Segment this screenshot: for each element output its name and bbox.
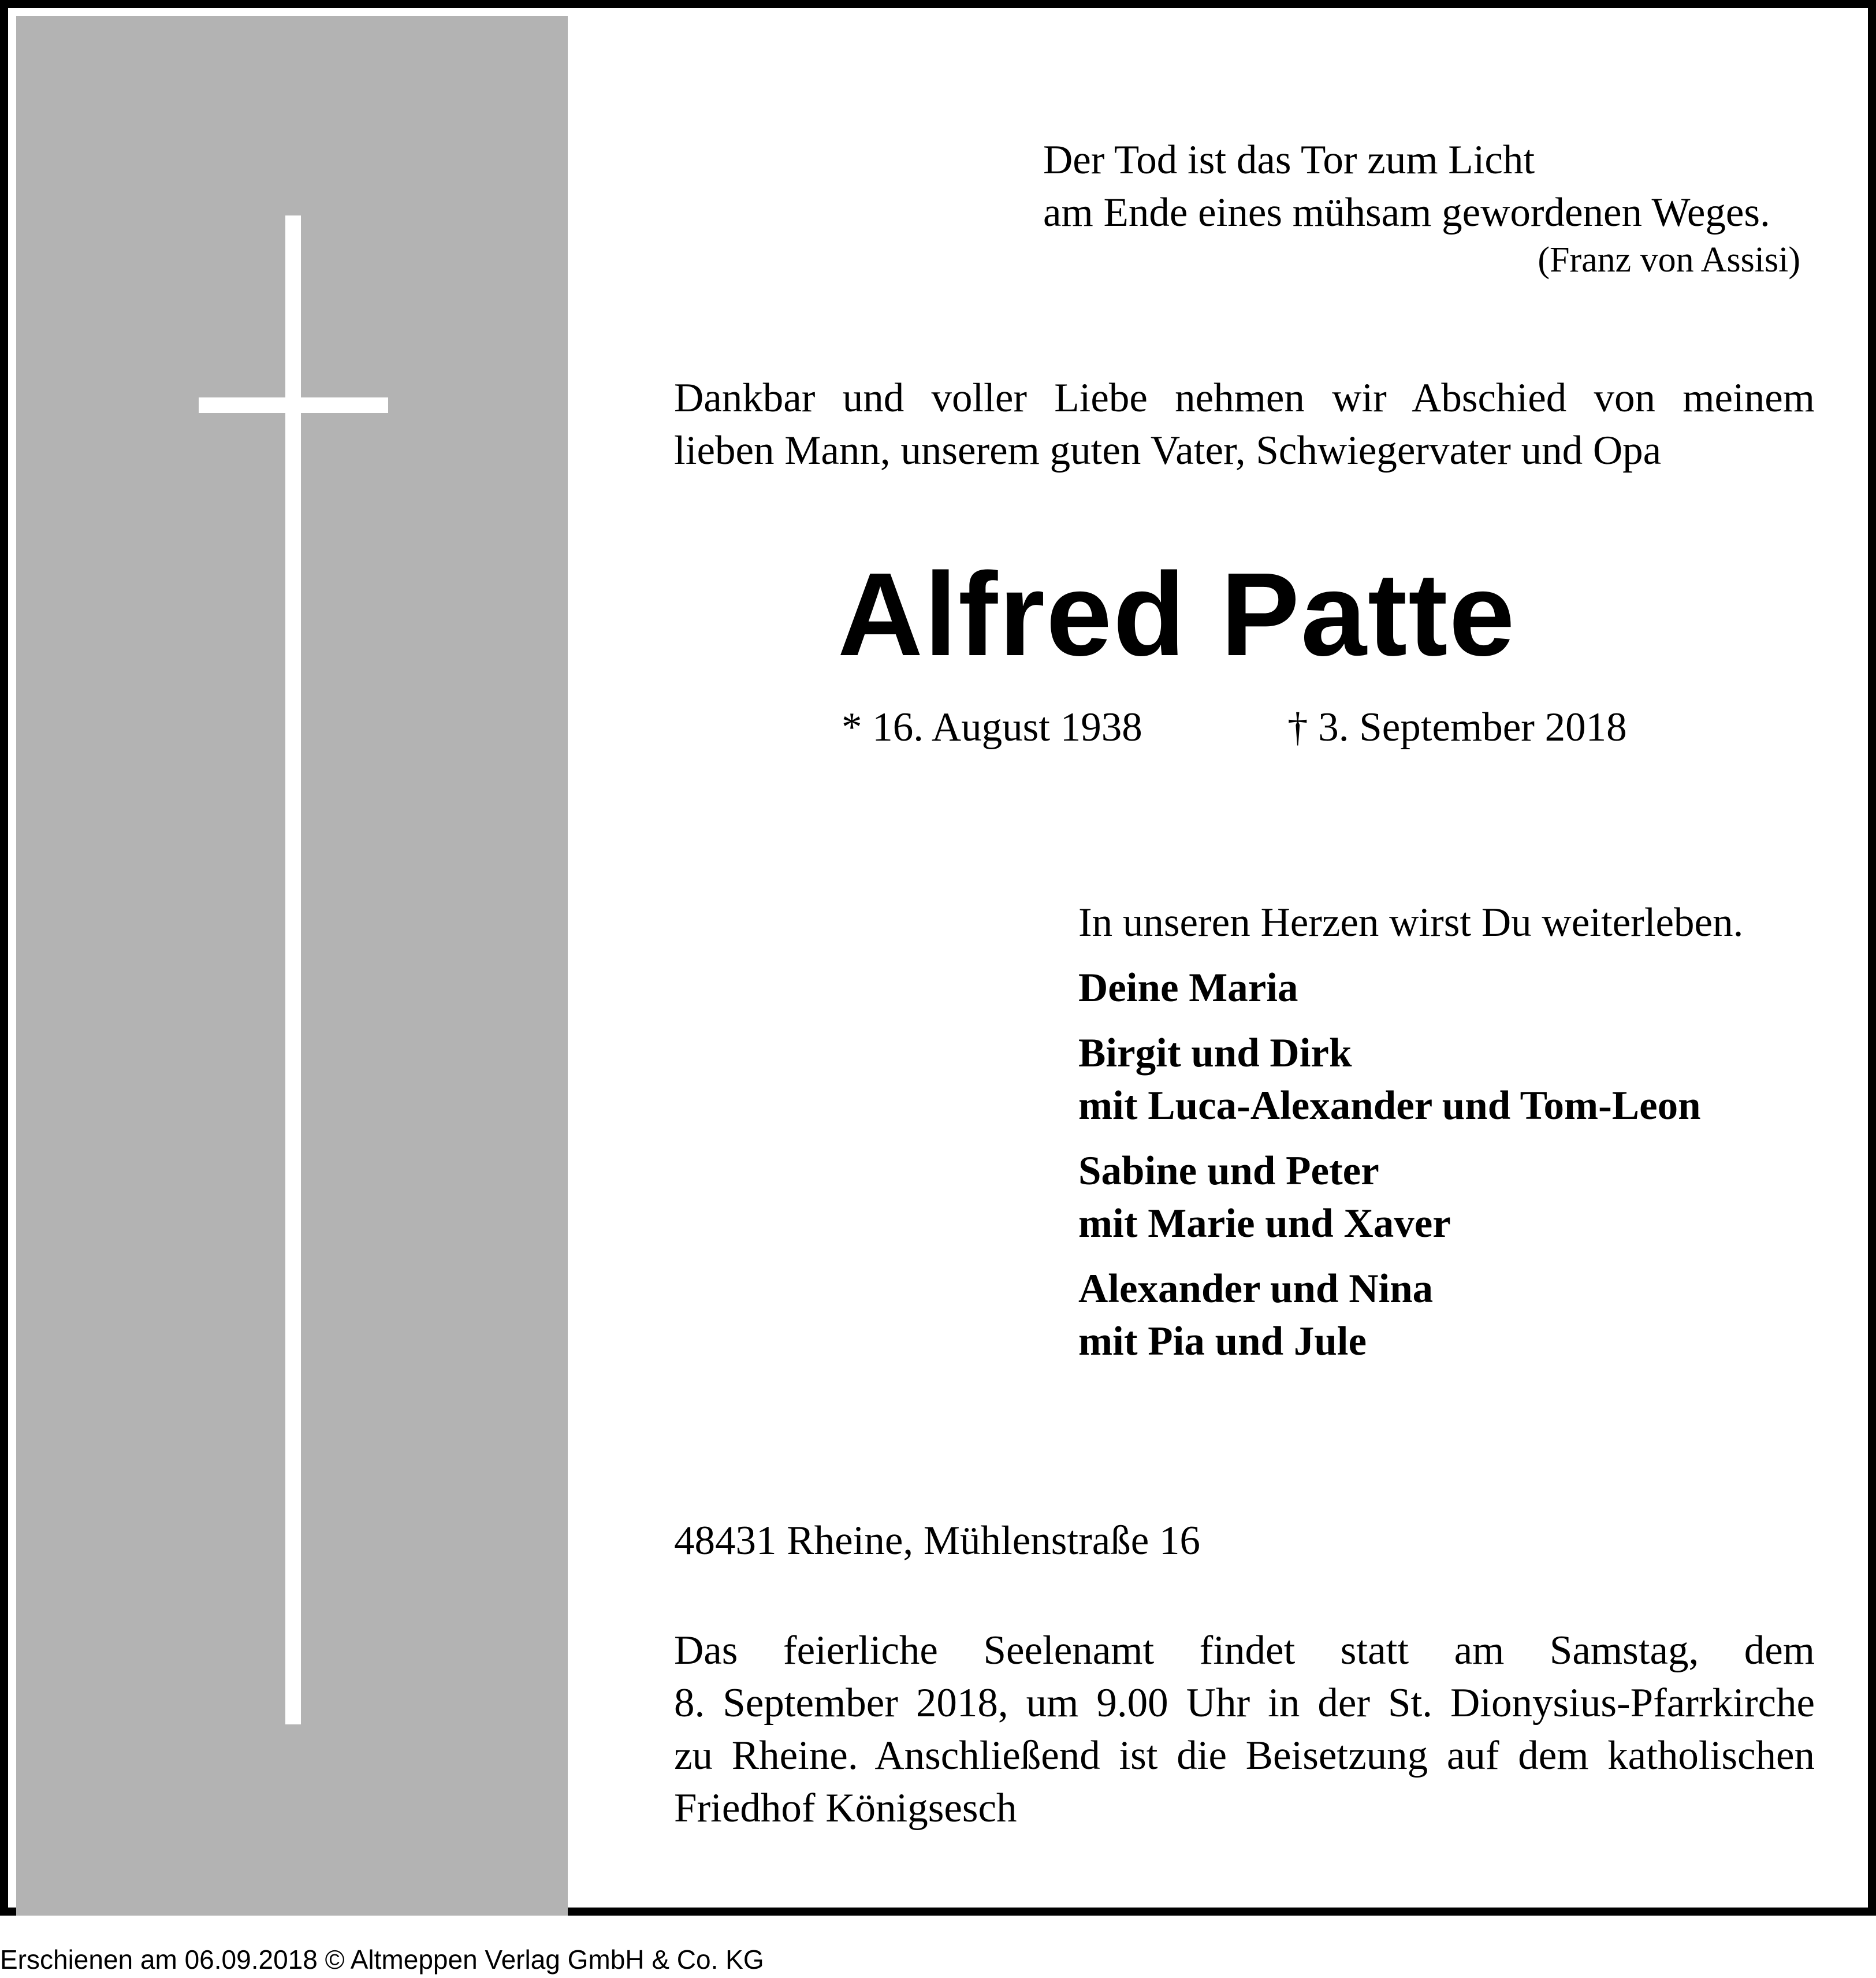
mourners-block	[1078, 897, 1743, 1381]
mourner-line: Deine Maria	[1078, 965, 1298, 1010]
quote-line: Der Tod ist das Tor zum Licht	[1043, 137, 1535, 183]
quote-line: am Ende eines mühsam gewordenen Weges.	[1043, 190, 1770, 235]
mourner-group	[1078, 1145, 1743, 1250]
quote-author: (Franz von Assisi)	[1538, 240, 1800, 280]
service-line: Das feierliche Seelenamt findet statt am Samstag, dem	[674, 1628, 1815, 1673]
mourner-line: Alexander und Nina	[1078, 1266, 1434, 1311]
service-line: 8. September 2018, um 9.00 Uhr in der St. Dionysius-Pfarrkirche	[674, 1680, 1815, 1726]
service-text	[674, 1624, 1815, 1835]
mourner-line: Birgit und Dirk	[1078, 1031, 1352, 1076]
cross-icon	[285, 215, 301, 1724]
mourner-group	[1078, 1027, 1743, 1132]
intro-text	[674, 372, 1815, 477]
mourner-line: mit Pia und Jule	[1078, 1319, 1367, 1364]
mourners-motto: In unseren Herzen wirst Du weiterleben.	[1078, 900, 1744, 945]
intro-line: Dankbar und voller Liebe nehmen wir Abschied von meinem	[674, 375, 1815, 421]
publication-footer: Erschienen am 06.09.2018 © Altmeppen Verlag GmbH & Co. KG	[0, 1944, 764, 1975]
mourner-line: Sabine und Peter	[1078, 1148, 1379, 1194]
quote	[1043, 134, 1770, 239]
intro-line: lieben Mann, unserem guten Vater, Schwiegervater und Opa	[674, 428, 1662, 473]
mourner-line: mit Marie und Xaver	[1078, 1201, 1451, 1246]
mourner-group	[1078, 1263, 1743, 1368]
service-line: zu Rheine. Anschließend ist die Beisetzung auf dem katholischen	[674, 1733, 1815, 1778]
cross-icon-crossbar	[199, 397, 388, 413]
address: 48431 Rheine, Mühlenstraße 16	[674, 1518, 1201, 1563]
deceased-name: Alfred Patte	[838, 548, 1516, 681]
mourner-group	[1078, 962, 1743, 1014]
mourner-line: mit Luca-Alexander und Tom-Leon	[1078, 1083, 1701, 1128]
death-date: † 3. September 2018	[1287, 705, 1627, 750]
grey-side-panel	[16, 16, 568, 1916]
service-line: Friedhof Königsesch	[674, 1786, 1017, 1831]
birth-date: * 16. August 1938	[842, 705, 1142, 750]
